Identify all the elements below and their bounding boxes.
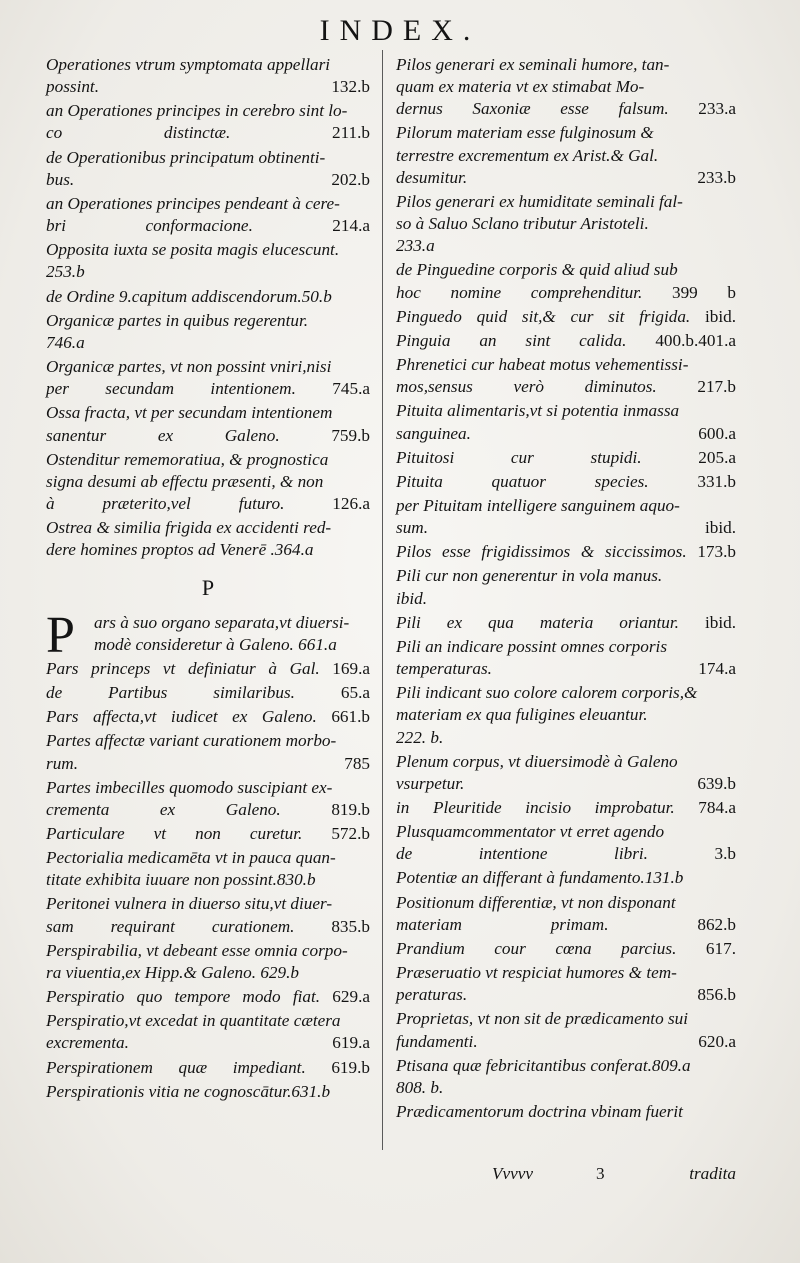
entry-line: in Pleuritide incisio improbatur. 784.a xyxy=(396,798,737,817)
entry-line: Perspiratio quo tempore modo fiat. 629.a xyxy=(46,987,370,1007)
signature-mark: Vvvvv xyxy=(492,1164,534,1183)
index-list-o xyxy=(46,54,370,561)
index-entry xyxy=(396,495,736,539)
page-reference: 600.a xyxy=(698,423,736,443)
index-entry xyxy=(396,259,736,303)
entry-line: Operationes vtrum symptomata appellari xyxy=(46,55,331,74)
index-entry xyxy=(396,354,736,398)
entry-line: titate exhibita iuuare non possint.830.b xyxy=(46,870,316,890)
entry-line: Phrenetici cur habeat motus vehementissi- xyxy=(396,355,689,375)
index-entry xyxy=(46,147,370,191)
entry-line: sanguinea. 600.a xyxy=(396,423,736,443)
entry-line: ra viuentia,ex Hipp.& Galeno. 629.b xyxy=(46,962,299,982)
entry-line: de Ordine 9.capitum addiscendorum.50.b xyxy=(46,286,332,306)
index-entry xyxy=(396,821,736,865)
index-entry xyxy=(46,893,370,937)
entry-line: materiam ex qua fuligines eleuantur. xyxy=(396,705,648,725)
page-reference: 862.b xyxy=(697,914,737,934)
entry-line: Positionum differentiæ, vt non disponant xyxy=(396,892,676,912)
entry-line: 746.a xyxy=(46,332,85,352)
entry-line: Perspirationis vitia ne cognoscātur.631.b xyxy=(46,1081,331,1101)
entry-line: hoc nomine comprehenditur. 399 b xyxy=(396,282,737,302)
entry-line: 222. b. xyxy=(396,727,444,747)
index-entry xyxy=(396,1008,736,1052)
index-entry xyxy=(46,606,370,664)
index-entry xyxy=(396,1101,736,1123)
index-entry xyxy=(396,938,736,960)
entry-line: Ostrea & similia frigida ex accidenti red- xyxy=(46,518,332,538)
index-entry xyxy=(46,517,370,561)
entry-line: Prandium cour cœna parcius. 617. xyxy=(396,938,736,958)
entry-line: per secundam intentionem. 745.a xyxy=(46,379,371,399)
entry-line: Pituita alimentaris,vt si potentia inmassa xyxy=(396,401,680,421)
entry-line: an Operationes principes in cerebro sint lo- xyxy=(46,101,348,121)
entry-line: Pinguedo quid sit,& cur sit frigida. ibid. xyxy=(396,306,737,326)
entry-line: vsurpetur. 639.b xyxy=(396,773,736,793)
page-reference: 174.a xyxy=(698,659,736,679)
column-divider xyxy=(382,50,383,1150)
entry-line: materiam primam. 862.b xyxy=(396,914,737,934)
entry-line: an Operationes principes pendeant à cere- xyxy=(46,193,340,213)
index-entry xyxy=(46,449,370,515)
page-reference: 759.b xyxy=(331,425,370,445)
section-letter: P xyxy=(201,575,215,601)
drop-cap: P xyxy=(46,606,75,664)
page-reference: 217.b xyxy=(697,377,737,397)
page-reference: 399 b xyxy=(671,282,737,302)
page-reference: 214.a xyxy=(332,216,370,236)
index-entry xyxy=(396,54,736,120)
entry-line: possint. 132.b xyxy=(46,77,370,97)
entry-line: Pars affecta,vt iudicet ex Galeno. 661.b xyxy=(46,707,370,727)
page-reference: ibid. xyxy=(704,306,737,326)
index-entry xyxy=(46,1010,370,1054)
entry-line: Pili indicant suo colore calorem corporis,& xyxy=(396,683,698,703)
index-entry xyxy=(396,636,736,680)
entry-line: de Operationibus principatum obtinenti- xyxy=(46,147,326,167)
page-reference: 205.a xyxy=(698,447,736,467)
entry-line: Pilos esse frigidissimos & siccissimos. 173.b xyxy=(396,542,736,562)
page-reference: 619.b xyxy=(331,1057,370,1077)
page-reference: 619.a xyxy=(332,1033,370,1053)
index-entry xyxy=(46,706,370,728)
page-reference: 233.a xyxy=(698,99,736,119)
page-reference: 169.a xyxy=(332,658,370,678)
entry-line: Partes affectæ variant curationem morbo- xyxy=(46,731,337,751)
index-entry xyxy=(46,823,370,845)
index-entry xyxy=(46,1057,370,1079)
entry-line: Plenum corpus, vt diuersimodè à Galeno xyxy=(396,751,678,771)
entry-line: co distinctæ. 211.b xyxy=(46,123,371,143)
entry-line: Perspirabilia, vt debeant esse omnia corpo- xyxy=(46,940,348,960)
entry-line: à præterito,vel futuro. 126.a xyxy=(46,493,371,513)
index-entry xyxy=(396,565,736,609)
page-reference: 819.b xyxy=(331,799,370,819)
entry-line: Plusquamcommentator vt erret agendo xyxy=(396,822,665,842)
signature-number: 3 xyxy=(596,1164,605,1183)
page-reference: 126.a xyxy=(332,493,371,513)
entry-line: de Partibus similaribus. 65.a xyxy=(46,683,371,703)
index-entry xyxy=(46,402,370,446)
index-entry xyxy=(396,191,736,257)
page-reference: 617. xyxy=(705,938,736,958)
entry-line: Organicæ partes, vt non possint vniri,nisi xyxy=(46,357,332,377)
index-entry xyxy=(396,306,736,328)
index-entry xyxy=(396,751,736,795)
page-title: INDEX. xyxy=(319,14,481,47)
entry-line: Ossa fracta, vt per secundam intentionem xyxy=(46,403,333,423)
entry-line: Potentiæ an differant à fundamento.131.b xyxy=(396,868,684,888)
entry-line: Partes imbecilles quomodo suscipiant ex- xyxy=(46,777,333,797)
entry-line: quam ex materia vt ex stimabat Mo- xyxy=(396,77,645,97)
entry-line: bri conformacione. 214.a xyxy=(46,216,370,236)
entry-line: bus. 202.b xyxy=(46,169,370,189)
entry-line: sum. ibid. xyxy=(396,518,736,538)
index-list-p xyxy=(46,606,371,1103)
page-reference: 856.b xyxy=(697,985,736,1005)
entry-line: Prædicamentorum doctrina vbinam fuerit xyxy=(396,1102,683,1122)
index-entry xyxy=(46,239,370,283)
entry-line: Peritonei vulnera in diuerso situ,vt diuer- xyxy=(46,894,333,914)
entry-line: sanentur ex Galeno. 759.b xyxy=(46,425,370,445)
page-reference: 331.b xyxy=(697,471,737,491)
entry-line: Pilorum materiam esse fulginosum & xyxy=(396,123,654,143)
page-reference: 400.b.401.a xyxy=(655,330,737,350)
page-reference: 3.b xyxy=(714,844,736,864)
page-reference: 173.b xyxy=(697,542,736,562)
page-reference: 572.b xyxy=(331,824,370,843)
left-column xyxy=(46,54,370,1105)
entry-line: Pectorialia medicamēta vt in pauca quan- xyxy=(46,848,336,868)
entry-line: temperaturas. 174.a xyxy=(396,659,736,679)
entry-line: Pilos generari ex humiditate seminali fal- xyxy=(396,191,683,211)
index-entry xyxy=(396,962,736,1006)
index-entry xyxy=(396,1055,736,1099)
index-entry xyxy=(396,867,736,889)
entry-line: mos,sensus verò diminutos. 217.b xyxy=(396,377,737,397)
index-entry xyxy=(396,122,736,188)
entry-line: Pituitosi cur stupidi. 205.a xyxy=(396,447,736,467)
page-reference: 132.b xyxy=(331,77,370,97)
index-entry xyxy=(396,612,736,634)
index-entry xyxy=(396,447,736,469)
entry-line: Particulare vt non curetur. 572.b xyxy=(46,824,370,843)
entry-line: Pili ex qua materia oriantur. ibid. xyxy=(396,612,736,632)
page-reference: 745.a xyxy=(332,379,371,399)
index-entry xyxy=(46,193,370,237)
entry-line: crementa ex Galeno. 819.b xyxy=(46,799,370,819)
entry-line: Perspirationem quæ impediant. 619.b xyxy=(46,1057,370,1077)
entry-line: Pili an indicare possint omnes corporis xyxy=(396,636,668,656)
catchword: tradita xyxy=(689,1164,736,1183)
entry-line: ars à suo organo separata,vt diuersi- xyxy=(94,612,350,632)
entry-line: peraturas. 856.b xyxy=(396,985,736,1005)
index-entry xyxy=(46,986,370,1008)
right-column xyxy=(396,54,736,1125)
index-entry xyxy=(46,310,370,354)
index-entry xyxy=(396,471,736,493)
entry-line: Præseruatio vt respiciat humores & tem- xyxy=(396,963,677,983)
page-reference: 233.b xyxy=(697,167,736,187)
index-list-p-continued xyxy=(396,54,736,1123)
entry-line: 808. b. xyxy=(396,1077,444,1097)
index-entry xyxy=(46,658,370,680)
page-reference: 620.a xyxy=(698,1031,736,1051)
entry-line: rum. 785 xyxy=(46,753,370,773)
index-entry xyxy=(396,541,736,563)
entry-line: dere homines proptos ad Venerē .364.a xyxy=(46,540,314,560)
entry-line: Organicæ partes in quibus regerentur. xyxy=(46,310,309,330)
page-reference: 661.b xyxy=(331,707,370,727)
page-reference: 785 xyxy=(344,753,370,773)
entry-line: Proprietas, vt non sit de prædicamento sui xyxy=(396,1009,689,1029)
page-reference: ibid. xyxy=(704,612,736,632)
index-entry xyxy=(46,682,370,704)
index-entry xyxy=(396,400,736,444)
page-reference: 835.b xyxy=(331,916,370,936)
index-entry xyxy=(46,940,370,984)
entry-line: excrementa. 619.a xyxy=(46,1033,370,1053)
index-entry xyxy=(46,1081,370,1103)
entry-line: Pilos generari ex seminali humore, tan- xyxy=(396,55,670,74)
page-reference: 784.a xyxy=(698,798,737,817)
page-reference: 202.b xyxy=(331,169,370,189)
entry-line: sam requirant curationem. 835.b xyxy=(46,916,370,936)
index-entry xyxy=(396,330,736,352)
entry-line: de Pinguedine corporis & quid aliud sub xyxy=(396,260,678,280)
index-entry xyxy=(46,730,370,774)
entry-line: Pars princeps vt definiatur à Gal. 169.a xyxy=(46,658,370,678)
index-entry xyxy=(396,892,736,936)
entry-line: 253.b xyxy=(46,262,85,282)
page-reference: ibid. xyxy=(704,518,736,538)
page-reference: 211.b xyxy=(331,123,371,143)
entry-line: terrestre excrementum ex Arist.& Gal. xyxy=(396,145,659,165)
index-entry xyxy=(46,100,370,144)
entry-line: Perspiratio,vt excedat in quantitate cætera xyxy=(46,1011,341,1031)
entry-line: signa desumi ab effectu præsenti, & non xyxy=(46,471,324,491)
entry-line: ibid. xyxy=(396,588,428,608)
entry-line: Ostenditur rememoratiua, & prognostica xyxy=(46,449,329,469)
entry-line: modè consideretur à Galeno. 661.a xyxy=(94,634,337,654)
index-entry xyxy=(46,847,370,891)
entry-line: Pili cur non generentur in vola manus. xyxy=(396,566,663,586)
entry-line: dernus Saxoniæ esse falsum. 233.a xyxy=(396,99,736,119)
entry-line: so à Saluo Sclano tributur Aristoteli. xyxy=(396,214,649,234)
entry-line: desumitur. 233.b xyxy=(396,167,736,187)
index-entry xyxy=(396,682,736,748)
entry-line: per Pituitam intelligere sanguinem aquo- xyxy=(396,495,680,515)
index-entry xyxy=(46,286,370,308)
index-entry xyxy=(46,356,370,400)
index-entry xyxy=(46,54,370,98)
page-reference: 629.a xyxy=(332,987,370,1007)
entry-line: 233.a xyxy=(396,236,435,256)
entry-line: Pituita quatuor species. 331.b xyxy=(396,471,737,491)
page-reference: 65.a xyxy=(340,683,371,703)
index-entry xyxy=(46,777,370,821)
entry-line: Opposita iuxta se posita magis elucescunt. xyxy=(46,240,340,260)
entry-line: Pinguia an sint calida. 400.b.401.a xyxy=(396,330,737,350)
index-entry xyxy=(396,797,736,819)
entry-line: fundamenti. 620.a xyxy=(396,1031,736,1051)
entry-line: Ptisana quæ febricitantibus conferat.809.a xyxy=(396,1055,691,1075)
entry-line: de intentione libri. 3.b xyxy=(396,844,736,864)
page-reference: 639.b xyxy=(697,773,736,793)
